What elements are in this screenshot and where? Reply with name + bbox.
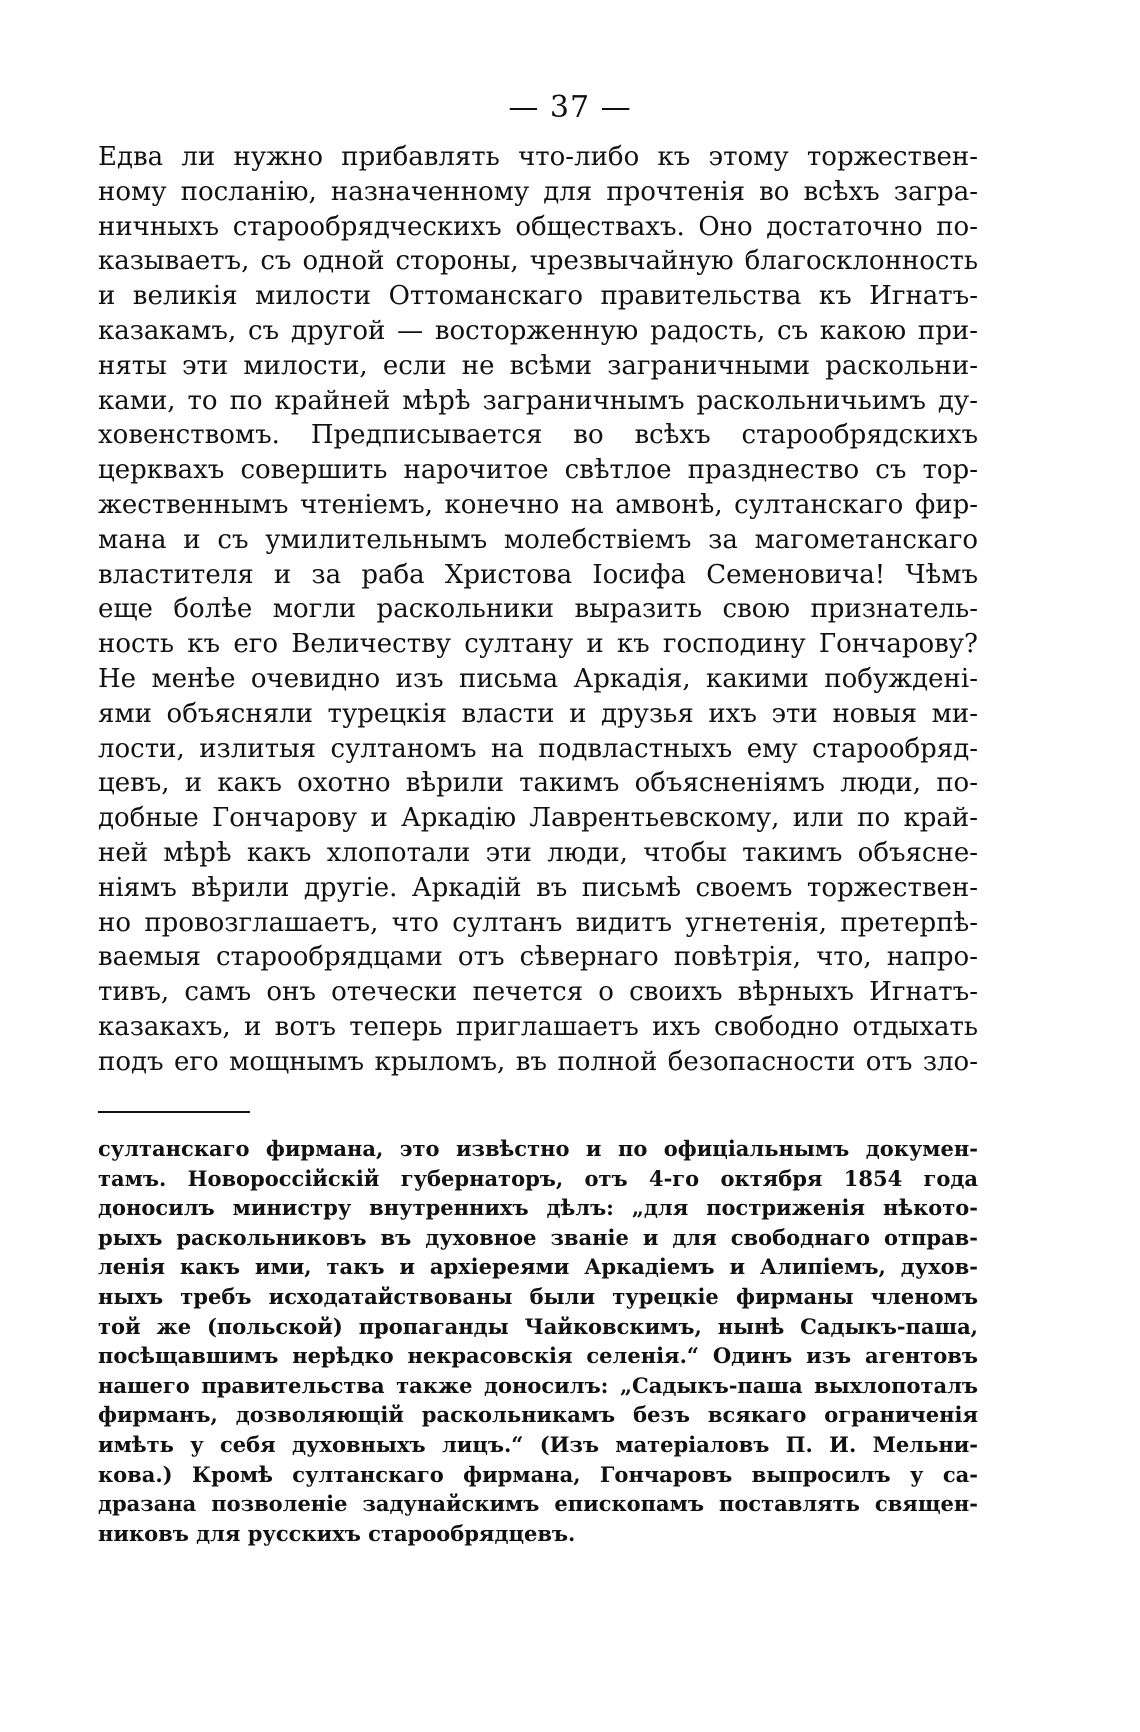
footnote-line: нашего правительства также доносилъ: „Садыкъ-паша выхлопоталъ [98,1372,978,1398]
footnote-line: той же (польской) пропаганды Чайковскимъ, нынѣ Садыкъ-паша, [98,1313,978,1339]
footnote-line: дразана позволеніе задунайскимъ епископамъ поставлять священ- [98,1491,978,1517]
text-line: властителя и за раба Христова Іосифа Семеновича! Чѣмъ [98,559,978,590]
footnote-line: тамъ. Новороссійскій губернаторъ, отъ 4-го октября 1854 года [98,1165,978,1191]
footnote-line: никовъ для русскихъ старообрядцевъ. [98,1520,576,1546]
text-line: ность къ его Величеству султану и къ господину Гончарову? [98,629,978,660]
text-line: ному посланію, назначенному для прочтенія во всѣхъ загра- [98,176,978,207]
text-line: Едва ли нужно прибавлять что-либо къ этому торжествен- [98,142,978,172]
text-line: церквахъ совершить нарочитое свѣтлое празднество съ тор- [98,455,978,486]
text-line: казакахъ, и вотъ теперь приглашаетъ ихъ свободно отдыхать [98,1011,978,1042]
page-number: — 37 — [508,90,632,125]
main-text [98,140,978,1080]
footnote-line: султанскаго фирмана, это извѣстно и по офиціальнымъ докумен- [98,1136,978,1161]
footnote-divider [98,1111,250,1113]
footnote-line: имѣть у себя духовныхъ лицъ.“ (Изъ матеріаловъ П. И. Мельни- [98,1431,978,1457]
text-line: няты эти милости, если не всѣми заграничными раскольни- [98,350,978,381]
text-line: казываетъ, съ одной стороны, чрезвычайную благосклонность [98,246,978,277]
text-line: но провозглашаетъ, что султанъ видитъ угнетенія, претерпѣ- [98,907,978,938]
text-line: цевъ, и какъ охотно вѣрили такимъ объясненіямъ люди, по- [98,768,978,799]
text-line: тивъ, самъ онъ отечески печется о своихъ вѣрныхъ Игнатъ- [98,977,978,1008]
footnote-line: фирманъ, дозволяющій раскольникамъ безъ всякаго ограниченія [98,1402,978,1428]
footnote-line: доносилъ министру внутреннихъ дѣлъ: „для постриженія нѣкото- [98,1195,978,1221]
footnote-line: рыхъ раскольниковъ въ духовное званіе и для свободнаго отправ- [98,1224,978,1250]
text-line: подъ его мощнымъ крыломъ, въ полной безопасности отъ зло- [98,1046,978,1077]
text-line: ками, то по крайней мѣрѣ заграничнымъ раскольничьимъ ду- [98,385,978,416]
text-line: ховенствомъ. Предписывается во всѣхъ старообрядскихъ [98,420,978,451]
text-line: жественнымъ чтеніемъ, конечно на амвонѣ, султанскаго фир- [98,489,978,520]
text-line: еще болѣе могли раскольники выразить свою признатель- [98,594,978,625]
text-line: мана и съ умилительнымъ молебствіемъ за магометанскаго [98,524,978,555]
text-line: лости, излитыя султаномъ на подвластныхъ ему старообряд- [98,733,978,764]
footnote-line: ныхъ требъ исходатайствованы были турецкіе фирманы членомъ [98,1283,978,1309]
text-line: Не менѣе очевидно изъ письма Аркадія, какими побужденi- [98,663,978,694]
text-line: казакамъ, съ другой — восторженную радость, съ какою при- [98,315,978,346]
text-line: добные Гончарову и Аркадію Лаврентьевскому, или по край- [98,803,978,834]
text-line: и великія милости Оттоманскаго правительства къ Игнатъ- [98,281,978,312]
footnote-line: посѣщавшимъ нерѣдко некрасовскія селенія.“ Одинъ изъ агентовъ [98,1343,978,1369]
text-line: ніямъ вѣрили другіе. Аркадій въ письмѣ своемъ торжествен- [98,872,978,903]
text-line: ничныхъ старообрядческихъ обществахъ. Оно достаточно по- [98,211,978,242]
text-line: ями объясняли турецкія власти и друзья ихъ эти новыя ми- [98,698,978,729]
text-line: ней мѣрѣ какъ хлопотали эти люди, чтобы такимъ объясне- [98,837,978,868]
footnote [98,1134,978,1548]
text-line: ваемыя старообрядцами отъ сѣвернаго повѣтрія, что, напро- [98,942,978,973]
footnote-line: ленія какъ ими, такъ и архіереями Аркадіемъ и Алипіемъ, духов- [98,1254,978,1280]
footnote-line: кова.) Кромѣ султанскаго фирмана, Гончаровъ выпросилъ у са- [98,1461,978,1487]
